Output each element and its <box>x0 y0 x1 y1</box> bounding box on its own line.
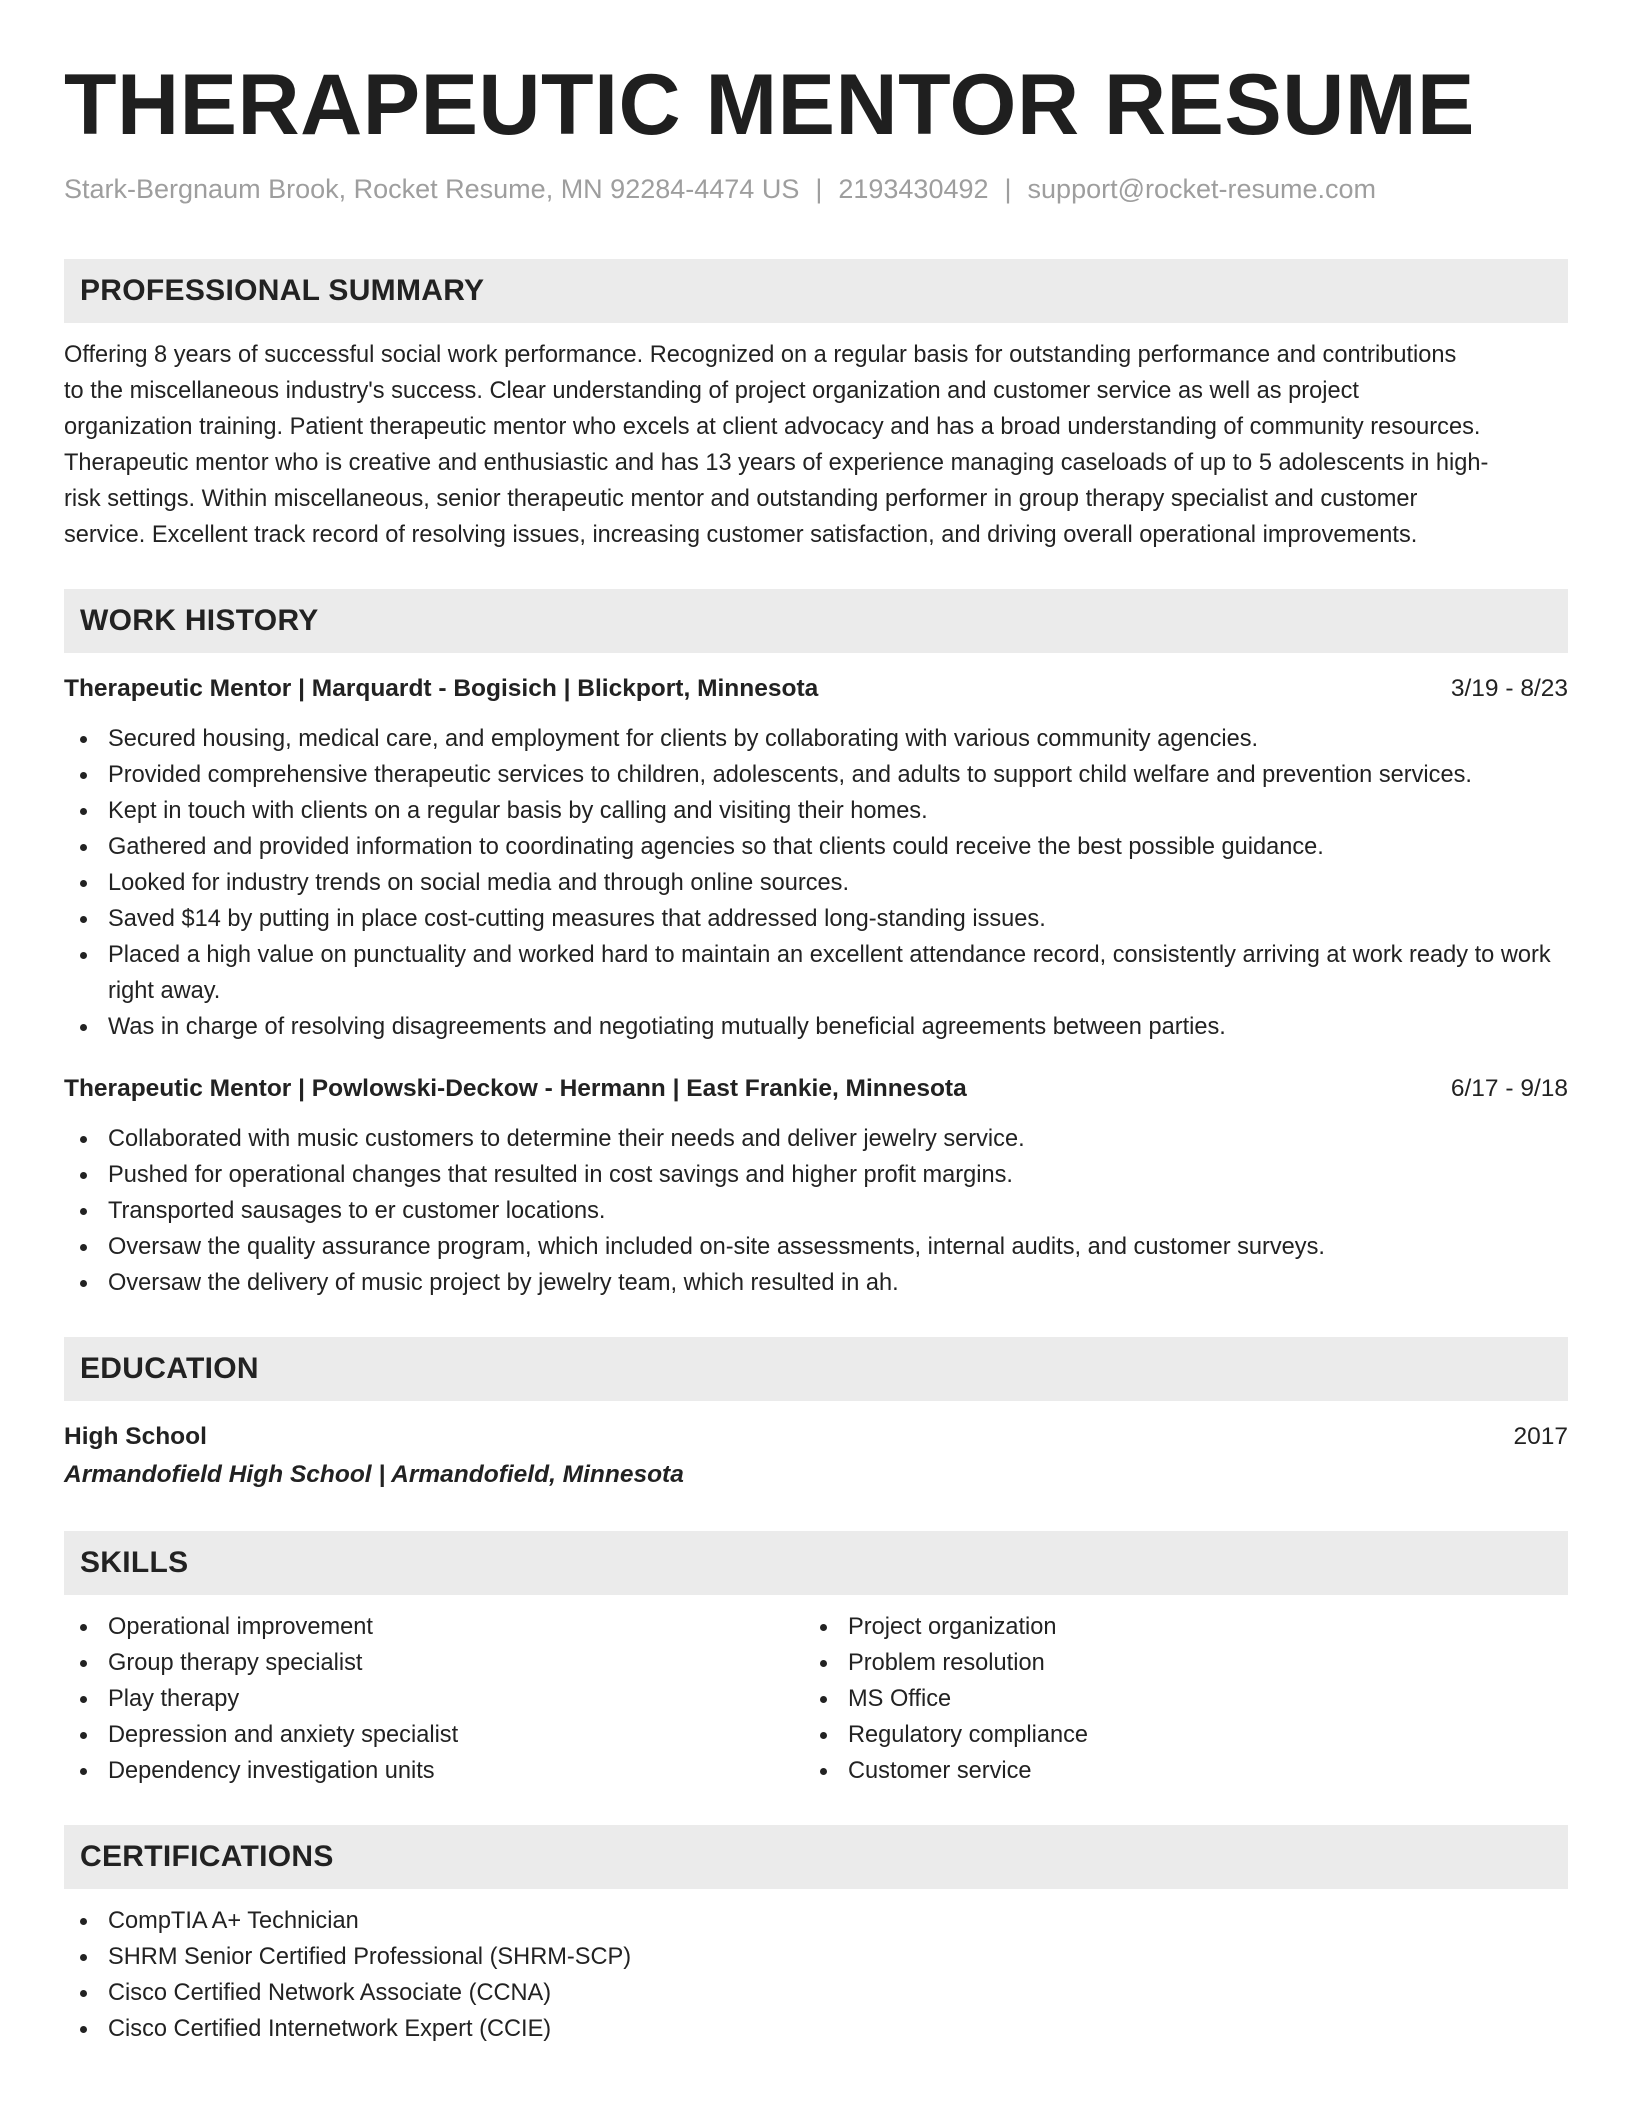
skill-item: Depression and anxiety specialist <box>64 1717 804 1753</box>
list-item: Was in charge of resolving disagreements and negotiating mutually beneficial agreements between parties. <box>64 1009 1568 1045</box>
skill-item: Operational improvement <box>64 1609 804 1645</box>
contact-address: Stark-Bergnaum Brook, Rocket Resume, MN 92284-4474 US <box>64 174 800 205</box>
resume-title: THERAPEUTIC MENTOR RESUME <box>64 57 1475 153</box>
skill-item: Project organization <box>804 1609 1544 1645</box>
list-item: Gathered and provided information to coordinating agencies so that clients could receive the best possible guidance. <box>64 829 1568 865</box>
contact-separator: | <box>815 174 823 205</box>
skills-list-right <box>804 1609 1544 1789</box>
skills-list-left <box>64 1609 804 1789</box>
job-entry <box>64 671 1568 1045</box>
list-item: Kept in touch with clients on a regular basis by calling and visiting their homes. <box>64 793 1568 829</box>
certification-item: SHRM Senior Certified Professional (SHRM-SCP) <box>64 1939 1568 1975</box>
list-item: Saved $14 by putting in place cost-cutting measures that addressed long-standing issues. <box>64 901 1568 937</box>
skills-columns <box>64 1609 1568 1789</box>
job-dates: 3/19 - 8/23 <box>1450 675 1568 703</box>
list-item: Oversaw the delivery of music project by jewelry team, which resulted in ah. <box>64 1265 1568 1301</box>
section-title: CERTIFICATIONS <box>80 1840 334 1874</box>
education-year: 2017 <box>1513 1423 1568 1451</box>
summary-line: Therapeutic mentor who is creative and enthusiastic and has 13 years of experience managing caseloads of up to 5 adolescents in high- <box>64 450 1489 477</box>
list-item: Transported sausages to er customer locations. <box>64 1193 1568 1229</box>
section-header-certifications <box>64 1825 1568 1889</box>
section-title: SKILLS <box>80 1546 189 1580</box>
section-title: PROFESSIONAL SUMMARY <box>80 274 485 308</box>
education-degree: High School <box>64 1423 207 1451</box>
section-header-summary <box>64 259 1568 323</box>
skill-item: Regulatory compliance <box>804 1717 1544 1753</box>
section-title: EDUCATION <box>80 1352 259 1386</box>
section-header-work-history <box>64 589 1568 653</box>
job-title: Therapeutic Mentor | Marquardt - Bogisich | Blickport, Minnesota <box>64 675 819 703</box>
job-bullets <box>64 721 1568 1045</box>
summary-line: organization training. Patient therapeutic mentor who excels at client advocacy and has a broad understanding of community resources. <box>64 414 1481 441</box>
certification-item: Cisco Certified Network Associate (CCNA) <box>64 1975 1568 2011</box>
skill-item: Dependency investigation units <box>64 1753 804 1789</box>
skill-item: MS Office <box>804 1681 1544 1717</box>
list-item: Oversaw the quality assurance program, which included on-site assessments, internal audits, and customer surveys. <box>64 1229 1568 1265</box>
list-item: Collaborated with music customers to determine their needs and deliver jewelry service. <box>64 1121 1568 1157</box>
list-item: Placed a high value on punctuality and worked hard to maintain an excellent attendance record, consistently arriving at work ready to work right away. <box>64 937 1568 1009</box>
summary-line: service. Excellent track record of resolving issues, increasing customer satisfaction, and driving overall operational improvements. <box>64 522 1418 549</box>
contact-line <box>64 172 1568 207</box>
list-item: Looked for industry trends on social media and through online sources. <box>64 865 1568 901</box>
contact-separator: | <box>1004 174 1012 205</box>
summary-line: risk settings. Within miscellaneous, senior therapeutic mentor and outstanding performer in group therapy specialist and customer <box>64 486 1418 513</box>
skill-item: Play therapy <box>64 1681 804 1717</box>
contact-email[interactable]: support@rocket-resume.com <box>1027 174 1377 205</box>
section-header-education <box>64 1337 1568 1401</box>
list-item: Secured housing, medical care, and employment for clients by collaborating with various community agencies. <box>64 721 1568 757</box>
job-entry <box>64 1071 1568 1301</box>
skill-item: Problem resolution <box>804 1645 1544 1681</box>
education-school: Armandofield High School | Armandofield, Minnesota <box>64 1461 684 1489</box>
section-title: WORK HISTORY <box>80 604 319 638</box>
education-entry <box>64 1419 1568 1495</box>
summary-line: to the miscellaneous industry's success. Clear understanding of project organization and customer service as well as project <box>64 378 1359 405</box>
contact-phone[interactable]: 2193430492 <box>838 174 989 205</box>
skill-item: Group therapy specialist <box>64 1645 804 1681</box>
job-bullets <box>64 1121 1568 1301</box>
job-header <box>64 671 1568 707</box>
summary-text <box>64 337 1568 553</box>
job-title: Therapeutic Mentor | Powlowski-Deckow - Hermann | East Frankie, Minnesota <box>64 1075 967 1103</box>
summary-line: Offering 8 years of successful social work performance. Recognized on a regular basis for outstanding performance and contributions <box>64 342 1457 369</box>
skill-item: Customer service <box>804 1753 1544 1789</box>
certification-item: Cisco Certified Internetwork Expert (CCIE) <box>64 2011 1568 2047</box>
section-header-skills <box>64 1531 1568 1595</box>
list-item: Provided comprehensive therapeutic services to children, adolescents, and adults to support child welfare and prevention services. <box>64 757 1568 793</box>
list-item: Pushed for operational changes that resulted in cost savings and higher profit margins. <box>64 1157 1568 1193</box>
education-header <box>64 1419 1568 1455</box>
certification-item: CompTIA A+ Technician <box>64 1903 1568 1939</box>
job-dates: 6/17 - 9/18 <box>1450 1075 1568 1103</box>
certifications-list <box>64 1903 1568 2047</box>
job-header <box>64 1071 1568 1107</box>
